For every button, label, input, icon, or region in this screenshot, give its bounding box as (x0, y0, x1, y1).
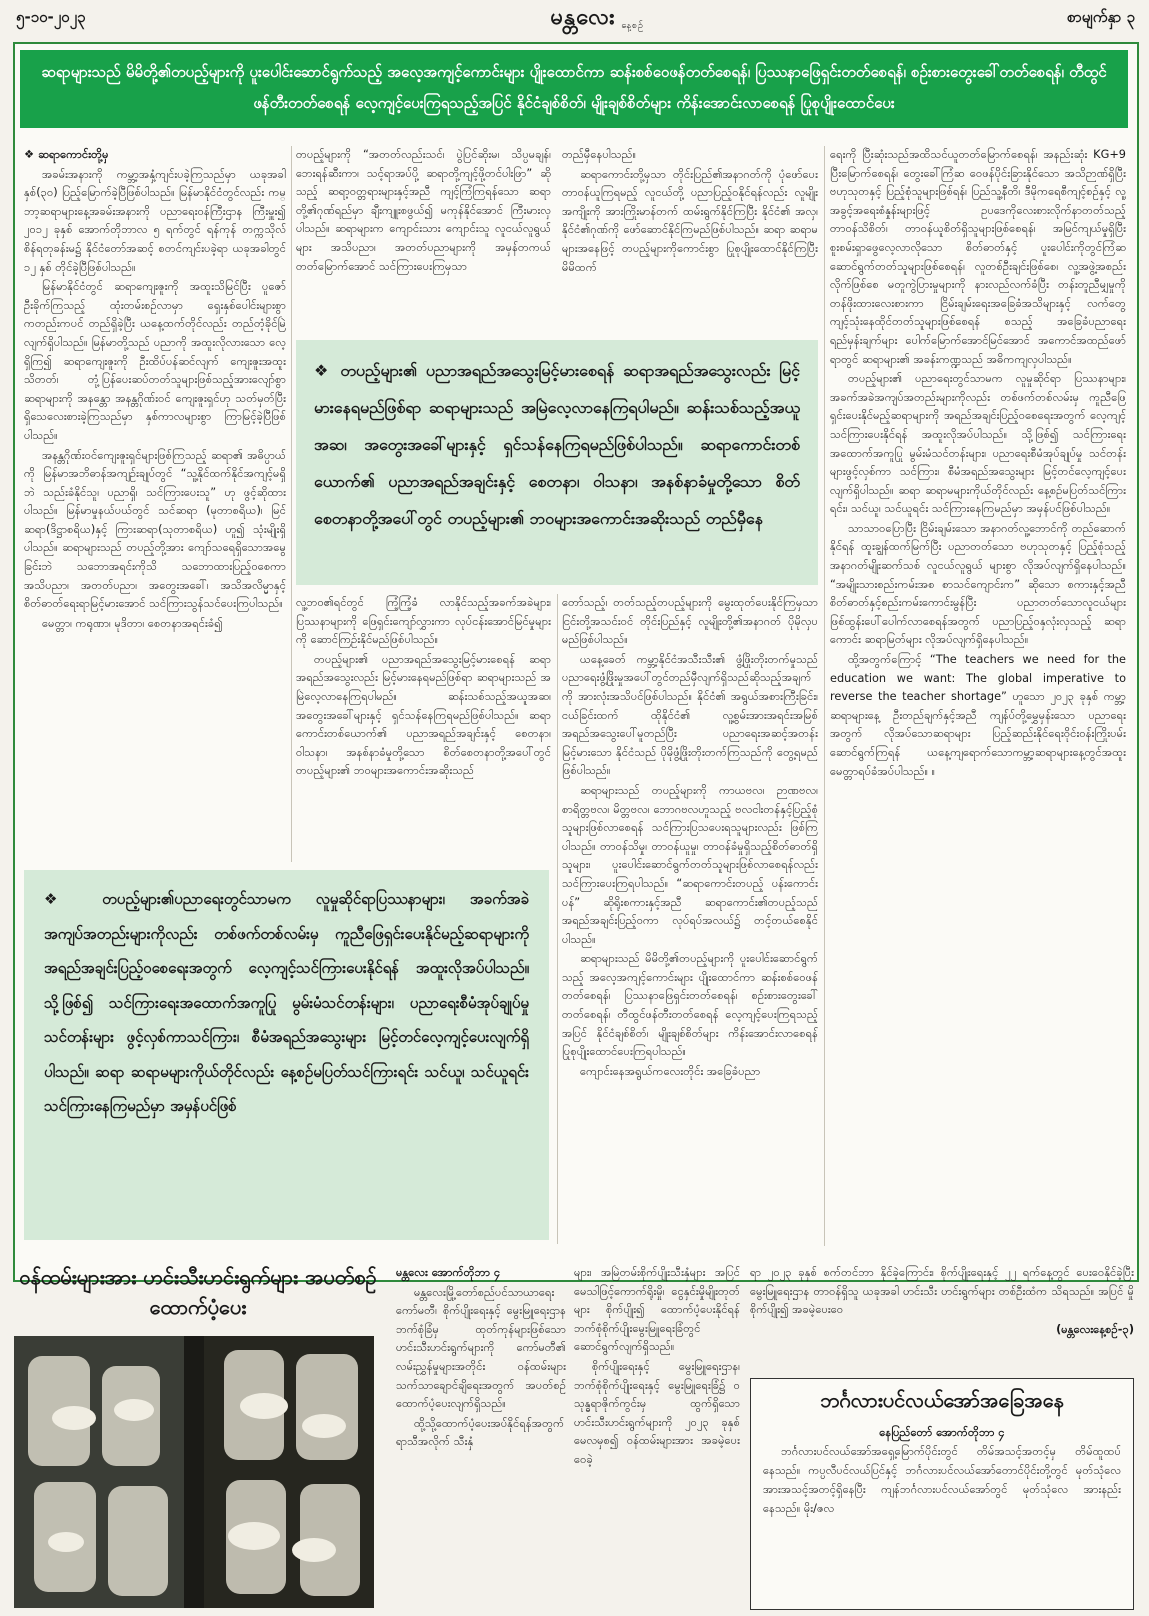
photo-illustration (14, 1336, 374, 1608)
article-column-3-top (562, 146, 818, 332)
section-subhead: ❖ ဆရာကောင်းတို့မှ (24, 148, 109, 161)
column-divider (291, 146, 292, 862)
column-divider (824, 146, 825, 1246)
paragraph: အနန္တဂိုဏ်းဝင်ကျေးဇူးရှင်များဖြစ်ကြသည့် ဆရာ၏ အဓိပ္ပာယ်ကို မြန်မာအဘိဓာန်အကျဉ်းချုပ်တွင် “သူ့နိုင်ထက်နိုင်အကျင့်မရှိဘဲ သည်းခံနိုင်သူ၊ ပညာရှိ၊ သင်ကြားပေးသူ” ဟု ဖွင့်ဆိုထားပါသည်။ မြန်မာမှုနယ်ပယ်တွင် သင်ဆရာ (မုတာစရိယ)၊ မြင်ဆရာ(ဒိဋ္ဌာစရိယ)နှင့် ကြားဆရာ(သုတာစရိယ) ဟူ၍ သုံးမျိုးရှိပါသည်။ ဆရာများသည် တပည့်တို့အား ကျော်သရေရှိသောအမွေခြင်းဘဲ သဘောအရင်းကိုသိ သဘောထားပြည့်ဝစေကာ အသိပညာ၊ အတတ်ပညာ၊ အတွေးအခေါ်၊ အသိအလိမ္မာနှင့် စိတ်ဓာတ်ရေးရာမြင့်မားအောင် သင်ကြားသွန်သင်ပေးကြပါသည်။ (24, 448, 286, 611)
paragraph: တော်သည့်၊ တတ်သည့်တပည့်များကို မွေးထုတ်ပေးနိုင်ကြမှသာ ငြင်းတို့အသင်းဝင် တိုင်းပြည်နှင့် လူမျိုးတို့၏အနာဂတ် ပိုမိုလှပမည်ဖြစ်ပါသည်။ (562, 596, 818, 647)
paragraph: မြန်မာနိုင်ငံတွင် ဆရာကျေးဇူးကို အထူးသိမြင်ပြီး ပူဇော်ဦးခိုက်ကြသည့် ထုံးတမ်းစဉ်လာမှာ ရှေးနှစ်ပေါင်းများစွာကတည်းကပင် တည်ရှိခဲ့ပြီး ယနေ့ထက်တိုင်လည်း တည်တံ့ခိုင်မြဲလျက်ရှိပါသည်။ မြန်မာတို့သည် ပညာကို အထူးလိုလားသော လေ့ရှိကြ၍ ဆရာကျေးဇူးကို ဦးထိပ်ပန်ဆင်လျက် ကျေးဇူးအထူးသိတတ်၊ တုံ့ပြန်ပေးဆပ်တတ်သူများဖြစ်သည့်အားလျော်စွာ ဆရာများကို အနန္တော အနန္တဂိုဏ်းဝင် ကျေးဇူးရှင်ဟု သတ်မှတ်ပြီး ရှိသေလေးစားခဲ့ကြသည်မှာ နှစ်ကာလများစွာ ကြာမြင့်ခဲ့ပြီဖြစ်ပါသည်။ (24, 280, 286, 442)
article-column-1 (24, 146, 286, 862)
paragraph: မန္တလေးမြို့တော်စည်ပင်သာယာရေးကော်မတီ၊ စိုက်ပျိုးရေးနှင့် မွေးမြူရေးဌာန ဘက်စုံခြံမှ ထုတ်ကုန်များဖြစ်သော ဟင်းသီးဟင်းရွက်များကို ကော်မတီ၏ လမ်းညွှန်မှုများအတိုင်း ဝန်ထမ်းများ သက်သာချောင်ချိရေးအတွက် အပတ်စဉ် ထောက်ပံ့ပေးလျက်ရှိသည်။ (396, 1285, 566, 1411)
paragraph: သာသာဝပြောပြီး ငြိမ်းချမ်းသော အနာဂတ်လူ့ဘောင်ကို တည်ဆောက်နိုင်ရန် ထူးချွန်ထက်မြက်ပြီး ပညာတတ်သော ဗဟုသုတနှင့် ပြည့်စုံသည့်အနာဂတ်မျိုးဆက်သစ် လူငယ်လူရွယ် များစွာ လိုအပ်လျက်ရှိနေပါသည်။ “အမျိုးသားစည်းကမ်းအစ စာသင်ကျောင်းက” ဆိုသော စကားနှင့်အညီ စိတ်ဓာတ်နှင့်စည်းကမ်းကောင်းမွန်ပြီး ပညာတတ်သောလူငယ်များ ဖြစ်ထွန်းပေါ်ပေါက်လာစေရန်အတွက် ပညာပြည့်ဝနှလုံးလှသည့် ဆရာကောင်း ဆရာမြတ်များ လိုအပ်လျက်ရှိနေပါသည်။ (830, 521, 1126, 647)
dateline: နေပြည်တော် အောက်တိုဘာ ၄ (879, 1426, 1005, 1439)
weather-box (750, 1378, 1134, 1610)
paragraph: ကျောင်းနေအရွယ်ကလေးတိုင်း အခြေခံပညာ (580, 1064, 761, 1078)
pull-quote-2: ❖ တပည့်များ၏ပညာရေးတွင်သာမက လူမှုဆိုင်ရာပြဿနာများ၊ အခက်အခဲအကျပ်အတည်းများကိုလည်း တစ်ဖက်တစ်လမ်းမှ ကူညီဖြေရှင်းပေးနိုင်မည့်ဆရာများကို အရည်အချင်းပြည့်ဝစေရေးအတွက် လေ့ကျင့်သင်ကြားပေးနိုင်ရန် အထူးလိုအပ်ပါသည်။ သို့ဖြစ်၍ သင်ကြားရေးအထောက်အကူပြု မွမ်းမံသင်တန်းများ၊ ပညာရေးစီမံအုပ်ချုပ်မှု သင်တန်းများ ဖွင့်လှစ်ကာသင်ကြား၊ စီမံအရည်အသွေးများ မြင့်တင်လေ့ကျင့်ပေးလျက်ရှိပါသည်။ ဆရာ ဆရာမများကိုယ်တိုင်လည်း နေ့စဉ်မပြတ်သင်ကြားရင်း သင်ယူ၊ သင်ယူရင်း သင်ကြားနေကြမည်မှာ အမှန်ပင်ဖြစ် (24, 870, 549, 1240)
source-credit: (မန္တလေးနေ့စဉ်-၃) (1056, 1322, 1134, 1336)
column-divider (557, 594, 558, 1244)
weather-title: ဘင်္ဂလားပင်လယ်အော်အခြေအနေ (820, 1388, 1064, 1412)
paragraph: စိုက်ပျိုးရေးနှင့် မွေးမြူရေးဌာန၊ ဘက်စုံစိုက်ပျိုးရေးနှင့် မွေးမြူရေးခြံ၌ ဝသုန္ဓရာဇိုက်ကွင်းမှ ထွက်ရှိသော ဟင်းသီးဟင်းရွက်များကို ၂၀၂၃ ခုနှစ် မေလမှစ၍ ဝန်ထမ်းများအား အခမဲ့ပေးဝေခဲ့ (574, 1359, 740, 1466)
paragraph: ယနေ့ခေတ် ကမ္ဘာ့နိုင်ငံအသီးသီး၏ ဖွံ့ဖြိုးတိုးတက်မှုသည် ပညာရေးဖွံ့ဖြိုးမှုအပေါ်တွင်တည်မှီလျက်ရှိသည်ဆိုသည့်အချက်ကို အားလုံးအသိပင်ဖြစ်ပါသည်။ နိုင်ငံ၏ အရွယ်အစားကြီးခြင်း၊ ငယ်ခြင်းထက် ထိုနိုင်ငံ၏ လူ့စွမ်းအားအရင်းအမြစ် အရည်အသွေးပေါ်မူတည်ပြီး ပညာရေးအဆင့်အတန်းမြင့်မားသော နိုင်ငံသည် ပိုမိုဖွံ့ဖြိုးတိုးတက်ကြသည်ကို တွေ့ရမည်ဖြစ်ပါသည်။ (562, 652, 818, 778)
paragraph: လူ့ဘဝ၏ရင်တွင် ကြံ့ကြံ့ခံ လာနိုင်သည့်အခက်အခဲများ၊ ပြဿနာများကို ဖြေရှင်းကျော်လွှားကာ လုပ်ငန်းအောင်မြင်မှုများကို ဆောင်ကြဉ်းနိုင်မည်ဖြစ်ပါသည်။ (296, 596, 551, 647)
paragraph: ဆရာများသည် တပည့်များကို ကာယဗလ၊ ဉာဏဗလ၊ စာရိတ္တဗလ၊ မိတ္တဗလ၊ ဘောဂဗလဟူသည့် ဗလငါးတန်နှင့်ပြည့်စုံသူများဖြစ်လာစေရန် သင်ကြားပြသပေးရသူများလည်း ဖြစ်ကြပါသည်။ တာဝန်သိမှု၊ တာဝန်ယူမှု၊ တာဝန်ခံမှုရှိသည့်စိတ်ဓာတ်ရှိသူများ၊ ပူးပေါင်းဆောင်ရွက်တတ်သူများဖြစ်လာစေရန်လည်း သင်ကြားပေးကြရပါသည်။ “ဆရာကောင်းတပည့် ပန်းကောင်းပန်” ဆိုရိုးစကားနှင့်အညီ ဆရာကောင်း၏တပည့်သည် အရည်အချင်းပြည့်ဝကာ လုပ်ရပ်အလယ်၌ တင့်တယ်စေနိုင်ပါသည်။ (562, 783, 818, 946)
paragraph: ရေးကို ပြီးဆုံးသည်အထိသင်ယူတတ်မြောက်စေရန်၊ အနည်းဆုံး KG+9 ပြီးမြောက်စေရန်၊ တွေးခေါ်ကြံဆ ဝေဖန်ပိုင်းခြားနိုင်သော အသိဉာဏ်ရှိပြီး ဗဟုသုတနှင့် ပြည့်စုံသူများဖြစ်ရန်၊ ပြည်သူ့နီတိ၊ ဒီမိုကရေစီကျင့်စဉ်နှင့် လူ့အခွင့်အရေးစံနှုန်းများဖြင့် ဥပဒေကိုလေးစားလိုက်နာတတ်သည့် တာဝန်သိစိတ်၊ တာဝန်ယူစိတ်ရှိသူများဖြစ်စေရန်၊ အမြင်ကျယ်မှုရှိပြီး စူးစမ်းရှာဖွေလေ့လာလိုသော စိတ်ဓာတ်နှင့် ပူးပေါင်းကိုတွင်ကြံဆ ဆောင်ရွက်တတ်သူများဖြစ်စေရန်၊ လူတစ်ဦးချင်းဖြစ်စေ၊ လူ့အဖွဲ့အစည်းလိုက်ဖြစ်စေ မတူကွဲပြားမှုများကို နားလည်လက်ခံပြီး တန်းတူညီမျှမှုကို တန်ဖိုးထားလေးစားကာ ငြိမ်းချမ်းရေးအခြေခံအသိများနှင့် လက်တွေ့ကျင့်သုံးနေထိုင်တတ်သူများဖြစ်စေရန် စသည့် အခြေခံပညာရေးရည်မှန်းချက်များ ပေါက်မြောက်အောင်မြင်အောင် အကောင်အထည်ဖော်ရာတွင် ဆရာများ၏ အခန်းကဏ္ဍသည် အဓိကကျလှပါသည်။ (830, 148, 1126, 366)
masthead-title: မန္တလေး (550, 4, 616, 30)
article-column-3-bottom (562, 594, 818, 1244)
paragraph: ထို့အတွက်ကြောင့် “The teachers we need for the education we want: The global imperative to reverse the teacher shortage” ဟူသော ၂၀၂၃ ခုနှစ် ကမ္ဘာ့ဆရာများနေ့ ဦးတည်ချက်နှင့်အညီ ကျန်ပ်တို့မွှေမှန်းသော ပညာရေးအတွက် လိုအပ်သောဆရာများ ပြည့်ဆည်းနိုင်ရေးဝိုင်းဝန်းကြိုးပမ်းဆောင်ရွက်ကြရန် ယနေ့ကျရောက်သောကမ္ဘာ့ဆရာများနေ့တွင်အထူးမေတ္တာရပ်ခံအပ်ပါသည်။ ။ (830, 653, 1126, 778)
weather-body (763, 1423, 1121, 1518)
paragraph: ဆရာများသည် မိမိတို့၏တပည့်များကို ပူးပေါင်းဆောင်ရွက်သည့် အလေ့အကျင့်ကောင်းများ ပျိုးထောင်ကာ ဆန်းစစ်ဝေဖန်တတ်စေရန်၊ ပြဿနာဖြေရှင်းတတ်စေရန်၊ စဉ်းစားတွေးခေါ်တတ်စေရန်၊ တီထွင်ဖန်တီးတတ်စေရန် လေ့ကျင့်ပေးကြရသည့်အပြင် နိုင်ငံချစ်စိတ်၊ မျိုးချစ်စိတ်များ ကိန်းအောင်းလာစေရန် ပြုစုပျိုးထောင်ပေးကြရပါသည်။ (562, 952, 818, 1059)
dateline: မန္တလေး အောက်တိုဘာ ၄ (396, 1266, 501, 1279)
paragraph: တပည့်များကို “အတတ်လည်းသင်၊ ပွဲပြင်ဆိုးမ၊ သိပ္ပမချန်၊ ဘေးရန်ဆီးကာ၊ သင့်ရာအပ်ပို့ ဆရာတို့ကျင့်ဖို့တင်ပါးဖြာ” ဆိုသည့် ဆရာ့ဝတ္တရားများနှင့်အညီ ကျင့်ကြံကြရန်သော ဆရာတို့၏ဂုဏ်ရည်မှာ ချီးကျူးစဖွယ်၍ မကုန်နိုင်အောင် ကြီးမားလှပါသည်။ ဆရာများက ကျောင်းသား ကျောင်းသူ လူငယ်လူရွယ်များ အသိပညာ၊ အတတ်ပညာများကို အမှန်တကယ်တတ်မြောက်အောင် သင်ကြားပေးကြမှသာ (296, 148, 551, 273)
story-column-a (396, 1264, 566, 1610)
paragraph: မေတ္တာ၊ ကရုဏာ၊ မုဒိတာ၊ စေတနာအရင်းခံ၍ (42, 616, 223, 630)
mushroom-cultivation-photo (14, 1336, 374, 1608)
paragraph: တပည့်များ၏ ပညာအရည်အသွေးမြင့်မားစေရန် ဆရာအရည်အသွေးလည်း မြင့်မားနေရမည်ဖြစ်ရာ ဆရာများသည် အမြဲလေ့လာနေကြရပါမည်။ ဆန်းသစ်သည့်အယူအဆ၊ အတွေးအခေါ်များနှင့် ရှင်သန်နေကြရမည်ဖြစ်ပါသည်။ ဆရာကောင်းတစ်ယောက်၏ ပညာအရည်အချင်းနှင့် စေတနာ၊ ဝါသနာ၊ အနစ်နာခံမှုတို့သော စိတ်စေတနာတို့အပေါ်တွင် တပည့်များ၏ ဘဝများအကောင်းအဆိုးသည် (296, 652, 551, 778)
article-column-2-top (296, 146, 551, 332)
article-column-4 (830, 146, 1126, 1246)
paragraph: တည်မှီနေပါသည်။ (562, 148, 637, 161)
article-column-2-bottom (296, 594, 551, 862)
page-number: စာမျက်နှာ ၃ (1067, 8, 1135, 26)
paragraph: ထို့သို့ထောက်ပံ့ပေးအပ်နိုင်ရန်အတွက် ရာသီအလိုက် သီးနှံ (396, 1416, 565, 1449)
story-column-b (574, 1264, 740, 1610)
masthead-logo (508, 2, 658, 32)
pull-quote-1: ❖ တပည့်များ၏ ပညာအရည်အသွေးမြင့်မားစေရန် ဆရာအရည်အသွေးလည်း မြင့်မားနေရမည်ဖြစ်ရာ ဆရာများသည် အမြဲလေ့လာနေကြရပါမည်။ ဆန်းသစ်သည့်အယူအဆ၊ အတွေးအခေါ်များနှင့် ရှင်သန်နေကြရမည်ဖြစ်ပါသည်။ ဆရာကောင်းတစ်ယောက်၏ ပညာအရည်အချင်းနှင့် စေတနာ၊ ဝါသနာ၊ အနစ်နာခံမှုတို့သော စိတ်စေတနာတို့အပေါ်တွင် တပည့်များ၏ ဘဝများအကောင်းအဆိုးသည် တည်မှီနေ (296, 340, 818, 585)
paragraph: အခမ်းအနားကို ကမ္ဘာ့အနှံ့ကျင်းပခဲ့ကြသည်မှာ ယခုအခါ နှစ်(၃၀) ပြည့်မြောက်ခဲ့ပြီဖြစ်ပါသည်။ မြန်မာနိုင်ငံတွင်လည်း ကမ္ဘာ့ဆရာများနေ့အခမ်းအနားကို ပညာရေးဝန်ကြီးဌာန ကြီးမှူး၍ ၂၀၁၂ ခုနှစ် အောက်တိုဘာလ ၅ ရက်တွင် ရန်ကုန် တက္ကသိုလ်စိန်ရတုခန်းမ၌ နိုင်ငံတော်အဆင့် စတင်ကျင်းပခဲ့ရာ ယခုအခါတွင် ၁၂ နှစ် တိုင်ခဲ့ပြီဖြစ်ပါသည်။ (24, 167, 286, 274)
issue-date: ၅-၁၀-၂၀၂၃ (16, 8, 86, 26)
headline-banner: ဆရာများသည် မိမိတို့၏တပည့်များကို ပူးပေါင်းဆောင်ရွက်သည့် အလေ့အကျင့်ကောင်းများ ပျိုးထောင်ကာ ဆန်းစစ်ဝေဖန်တတ်စေရန်၊ ပြဿနာဖြေရှင်းတတ်စေရန်၊ စဉ်းစားတွေးခေါ်တတ်စေရန်၊ တီထွင်ဖန်တီးတတ်စေရန် လေ့ကျင့်ပေးကြရသည့်အပြင် နိုင်ငံချစ်စိတ်၊ မျိုးချစ်စိတ်များ ကိန်းအောင်းလာစေရန် ပြုစုပျိုးထောင်ပေး (20, 50, 1128, 128)
paragraph: ရာ ၂၀၂၃ ခုနှစ် စက်တင်ဘာ နိုင်ခဲ့ကြောင်း၊ စိုက်ပျိုးရေးနှင့် ၂၂ ရက်နေ့တွင် ပေးဝေနိုင်ခဲ့ပြီး မွေးမြူရေးဌာန တာဝန်ရှိသူ ယခုအခါ ဟင်းသီး ဟင်းရွက်များ တစ်ဦးထံက သိရသည်။ အပြင် မှိုစိုက်ပျိုး၍ အခမဲ့ပေးဝေ (750, 1266, 1134, 1317)
paragraph: တပည့်များ၏ ပညာရေးတွင်သာမက လူမှုဆိုင်ရာ ပြဿနာများ၊ အခက်အခဲအကျပ်အတည်းများကိုလည်း တစ်ဖက်တစ်လမ်းမှ ကူညီဖြေရှင်းပေးနိုင်မည့်ဆရာများကို အရည်အချင်းပြည့်ဝစေရေးအတွက် လေ့ကျင့်သင်ကြားပေးနိုင်ရန် အထူးလိုအပ်ပါသည်။ သို့ဖြစ်၍ သင်ကြားရေးအထောက်အကူပြု မွမ်းမံသင်တန်းများ၊ ပညာရေးစီမံအုပ်ချုပ်မှု သင်တန်းများဖွင့်လှစ်ကာ သင်ကြား၊ စီမံအရည်အသွေးများ မြင့်တင်လေ့ကျင့်ပေးလျက်ရှိပါသည်။ ဆရာ ဆရာမများကိုယ်တိုင်လည်း နေ့စဉ်မပြတ်သင်ကြားရင်း၊ သင်ယူ၊ သင်ယူရင်း သင်ကြားနေကြမည်မှာ အမှန်ပင်ဖြစ်ပါသည်။ (830, 372, 1126, 516)
story-headline: ဝန်ထမ်းများအား ဟင်းသီးဟင်းရွက်များ အပတ်စဉ်ထောက်ပံ့ပေး (19, 1265, 377, 1319)
masthead-subtitle: နေ့စဉ် (621, 21, 644, 31)
paragraph: များ၊ အမြဲတမ်းစိုက်ပျိုးသီးနှံများ အပြင် မေသါဖြင့်ကောက်ရိုးမှို၊ ငွေနှင်းမှိုမျိုးတုတ်များ စိုက်ပျိုး၍ ထောက်ပံ့ပေးနိုင်ရန် ဘက်စုံစိုက်ပျိုးမွေးမြူရေးခြံတွင် ဆောင်ရွက်လျက်ရှိသည်။ (574, 1266, 740, 1354)
story-column-c (750, 1264, 1134, 1372)
page-header (0, 0, 1149, 38)
paragraph: ဘင်္ဂလားပင်လယ်အော်အရှေ့မြောက်ပိုင်းတွင် တိမ်အသင့်အတင့်မှ တိမ်ထူထပ်နေသည်။ ကပ္ပလီပင်လယ်ပြင်နှင့် ဘင်္ဂလားပင်လယ်အော်တောင်ပိုင်းတို့တွင် မုတ်သုံလေ အားအသင့်အတင့်ရှိနေပြီး ကျန်ဘင်္ဂလားပင်လယ်အော်တွင် မုတ်သုံလေ အားနည်းနေသည်။ မိုး/ဇလ (763, 1445, 1121, 1515)
paragraph: ဆရာကောင်းတို့မှသာ တိုင်းပြည်၏အနာဂတ်ကို ပုံဖော်ပေးတာဝန်ယူကြရမည့် လူငယ်တို့ ပညာပြည့်ဝနိုင်ရန်လည်း လူမျိုးအကျိုးကို အားကြိုးမာန်တက် ထမ်းရွက်နိုင်ကြပြီး နိုင်ငံ၏ အလှ၊ နိုင်ငံ၏ဂုဏ်ကို ဖော်ဆောင်နိုင်ကြမည်ဖြစ်ပါသည်။ ဆရာ ဆရာမများအနေဖြင့် တပည့်များကိုကောင်းစွာ ပြုစုပျိုးထောင်နိုင်ကြပြီး မိမိထက် (562, 167, 818, 274)
